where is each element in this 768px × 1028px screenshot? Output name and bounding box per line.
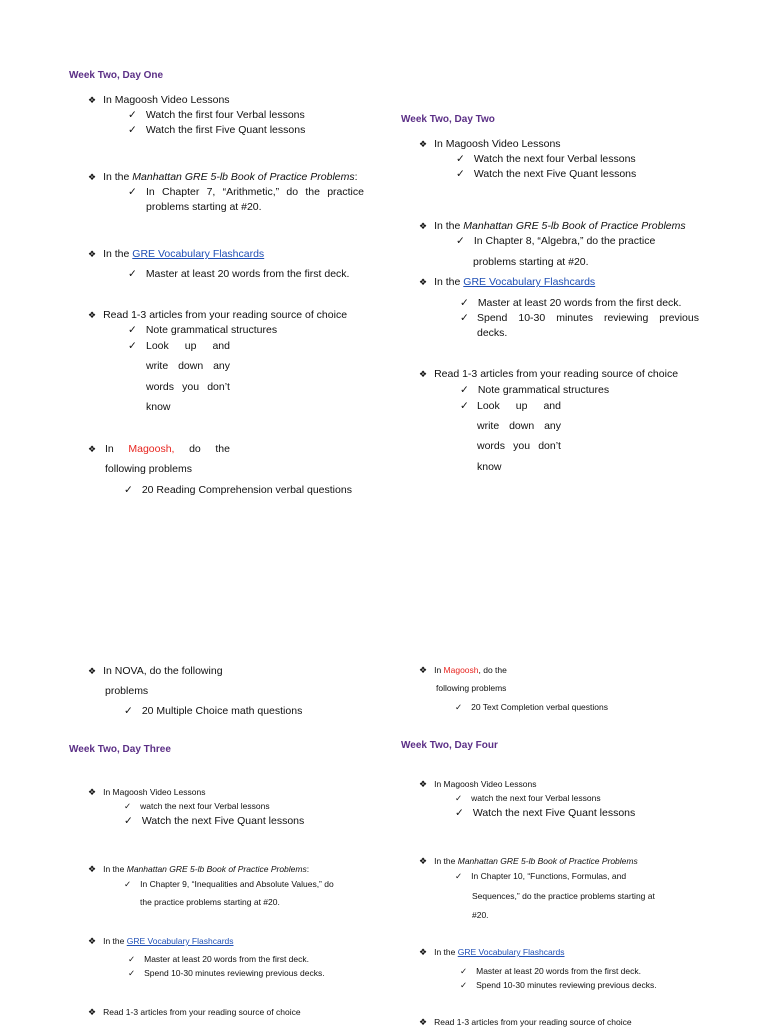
check-item [460,400,478,412]
justified-line: Spend 10-30 minutes reviewing previous [477,312,699,324]
text-line: following problems [436,683,507,693]
day-two-heading: Week Two, Day Two [401,114,495,125]
check-item: ✓ In Chapter 10, “Functions, Formulas, and [455,871,626,882]
list-item: ❖ Read 1-3 articles from your reading source of choice [419,1017,632,1028]
check-item [128,186,146,198]
list-item: ❖ In Magoosh Video Lessons [88,787,205,798]
list-item: ❖ In Magoosh Video Lessons [419,138,561,150]
list-item: ❖ Read 1-3 articles from your reading source of choice [88,309,347,321]
book-title: Manhattan GRE 5-lb Book of Practice Problems [126,864,307,874]
check-item: ✓ Master at least 20 words from the first deck. [460,297,681,309]
list-item: ❖ In Magoosh Video Lessons [88,94,230,106]
check-item: ✓ Watch the first four Verbal lessons [128,109,305,121]
text-line: Sequences,” do the practice problems starting at [472,891,655,901]
check-item: ✓ Watch the next Five Quant lessons [456,168,636,180]
list-item: ❖ Read 1-3 articles from your reading source of choice [419,368,678,380]
day-four-heading: Week Two, Day Four [401,740,498,751]
check-item: ✓ Watch the next Five Quant lessons [455,807,635,819]
flashcards-link[interactable]: GRE Vocabulary Flashcards [132,248,265,260]
check-item: ✓ 20 Text Completion verbal questions [455,702,608,713]
list-item: ❖ In Magoosh Video Lessons [419,779,536,790]
check-item: ✓ Master at least 20 words from the first deck. [460,966,641,977]
check-item: ✓ watch the next four Verbal lessons [124,801,270,812]
flashcards-link[interactable]: GRE Vocabulary Flashcards [126,936,234,946]
justified-line: In Chapter 7, “Arithmetic,” do the practice [146,186,364,198]
check-item: ✓ Watch the next four Verbal lessons [456,153,636,165]
text-line: problems starting at #20. [473,256,589,268]
check-item: ✓ Master at least 20 words from the first deck. [128,268,349,280]
list-item: ❖ In the Manhattan GRE 5-lb Book of Practice Problems [419,856,638,867]
check-item: ✓ Spend 10-30 minutes reviewing previous decks. [460,980,657,991]
list-item: ❖ In NOVA, do the following [88,665,223,677]
flashcards-link[interactable]: GRE Vocabulary Flashcards [463,276,596,288]
check-item: ✓ In Chapter 8, “Algebra,” do the practice [456,235,655,247]
check-item: ✓ Spend 10-30 minutes reviewing previous decks. [128,968,325,979]
day-three-heading: Week Two, Day Three [69,744,171,755]
check-item: ✓ 20 Multiple Choice math questions [124,705,302,717]
book-title: Manhattan GRE 5-lb Book of Practice Problems [457,856,638,866]
justified-line: Look up and [146,340,230,352]
text-line: decks. [477,327,508,339]
check-item: ✓ In Chapter 9, “Inequalities and Absolute Values,” do [124,879,334,890]
text-line: know [146,401,171,413]
list-item: ❖ In the GRE Vocabulary Flashcards [419,947,565,958]
check-item [460,312,478,324]
list-item: ❖ In the GRE Vocabulary Flashcards [419,276,595,288]
list-item [88,443,103,455]
list-item: ❖ In the Manhattan GRE 5-lb Book of Practice Problems: [88,864,309,875]
text-line: problems [105,685,149,697]
list-item: ❖ In Magoosh, do the [419,665,507,676]
check-item: ✓ 20 Reading Comprehension verbal questions [124,484,352,496]
check-item [128,340,146,352]
list-item: ❖ In the GRE Vocabulary Flashcards [88,936,234,947]
justified-line: Look up and [477,400,561,412]
text-line: know [477,461,502,473]
book-title: Manhattan GRE 5-lb Book of Practice Problems [132,171,355,183]
justified-line: words you don’t [146,381,230,393]
text-line: the practice problems starting at #20. [140,897,280,907]
justified-line: write down any [477,420,561,432]
list-item: ❖ In the Manhattan GRE 5-lb Book of Practice Problems: [88,171,358,183]
flashcards-link[interactable]: GRE Vocabulary Flashcards [457,947,565,957]
check-item: ✓ Watch the first Five Quant lessons [128,124,305,136]
check-item: ✓ Master at least 20 words from the first deck. [128,954,309,965]
text-line: problems starting at #20. [146,201,262,213]
text-line: #20. [472,910,489,920]
list-item: ❖ In the Manhattan GRE 5-lb Book of Practice Problems [419,220,686,232]
text-line: following problems [105,463,192,475]
book-title: Manhattan GRE 5-lb Book of Practice Problems [463,220,686,232]
justified-line: words you don’t [477,440,561,452]
list-item: ❖ Read 1-3 articles from your reading source of choice [88,1007,301,1018]
list-item: ❖ In the GRE Vocabulary Flashcards [88,248,264,260]
check-item: ✓ Note grammatical structures [460,384,609,396]
check-item: ✓ Watch the next Five Quant lessons [124,815,304,827]
check-item: ✓ Note grammatical structures [128,324,277,336]
justified-line: write down any [146,360,230,372]
day-one-heading: Week Two, Day One [69,70,164,81]
justified-line: In Magoosh, do the [105,443,230,455]
check-item: ✓ watch the next four Verbal lessons [455,793,601,804]
